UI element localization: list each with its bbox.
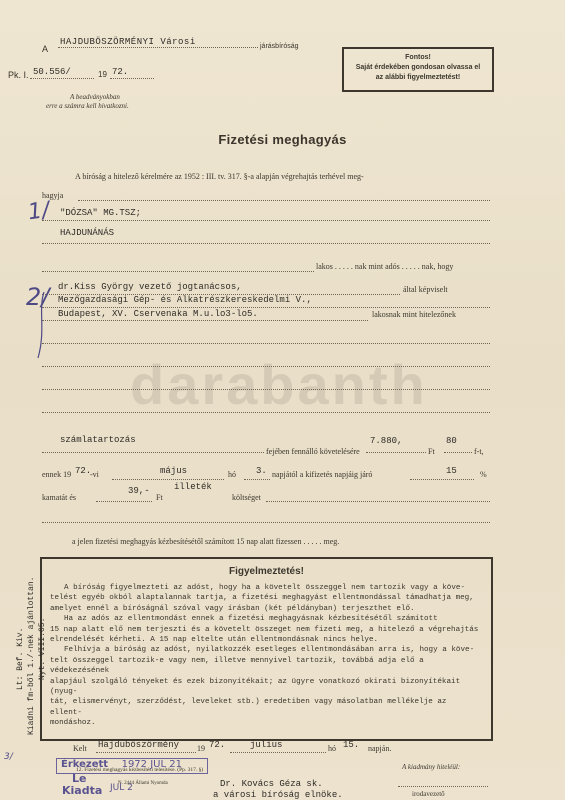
notice-line-3: az alábbi figyelmeztetést! (375, 74, 461, 81)
case-prefix: Pk. I. (8, 70, 29, 80)
warning-p1-l3: amelyet ennél a bíróságnál szóval vagy írásban (két példányban) terjeszthet elő. (50, 604, 415, 613)
court-name: HAJDUBÖSZÖRMÉNYI Városi (60, 37, 196, 47)
cost-type: illeték (174, 482, 212, 492)
warning-p2-l1: Ha az adós az ellentmondást ennek a fizetési meghagyásnak kézbesítésétől számított (64, 615, 438, 624)
case-year-prefix: 19 (98, 70, 107, 79)
intro-text: A bíróság a hitelező kérelmére az 1952 : III. tv. 317. §-a alapján végrehajtás terhével meg- (75, 172, 364, 181)
warning-text (50, 583, 482, 729)
interest-rate: 15 (446, 466, 457, 476)
stamp-label: A kiadmány hiteléül: (402, 763, 461, 771)
issued-date: JUL 2 (110, 783, 133, 793)
claim-amount: 7.880, (370, 436, 403, 446)
warning-p2-l2: 15 nap alatt elő nem terjeszti és a követelt összeget nem fizeti meg, a hitelező a végrehajtás (50, 625, 479, 634)
warning-p3-l1: Felhívja a bíróság az adóst, nyilatkozzék esetleges ellentmondásában arra is, hogy a köve- (64, 646, 475, 655)
debtor-tail: lakos . . . . . nak mint adós . . . . . nak, hogy (316, 262, 454, 271)
warning-p1-l1: A bíróság figyelmezteti az adóst, hogy ha a követelt összeggel nem tartozik vagy a köve- (64, 584, 466, 592)
representative-line: dr.Kiss György vezető jogtanácsos, (58, 282, 242, 292)
claim-filler: 80 (446, 436, 457, 446)
side-note-3: Nyt. VIII.05. (38, 617, 47, 680)
left-label: Le (72, 772, 87, 785)
side-note-2: Kiadni fm-ből 1./-nek ajánlottan. (27, 576, 36, 735)
reference-note-1: A beadványokban (70, 93, 120, 101)
warning-p1-l2: telést egyéb okból alaptalannak tartja, a fizetési meghagyást ellentmondással támadhatja meg, (50, 594, 474, 603)
watermark: darabanth (130, 353, 428, 416)
kelt-label: Kelt (73, 744, 87, 753)
signer-name: Dr. Kovács Géza sk. (220, 779, 323, 789)
deadline-text: a jelen fizetési meghagyás kézbesítésétől számított 15 nap alatt fizessen . . . . . meg. (72, 537, 340, 546)
arrival-label: Érkezett (61, 759, 109, 770)
cost-amount: 39,- (128, 486, 150, 496)
interest-day: 3. (256, 466, 267, 476)
arrival-date: 1972 JUL 21 (121, 759, 182, 770)
fill-label: f-t, (474, 447, 484, 456)
notice-line-2: Saját érdekében gondosan olvassa el (355, 64, 481, 71)
printer-line: N. 2444 Állami Nyomda (118, 781, 168, 786)
cost-ft: Ft (156, 493, 163, 502)
court-suffix: járásbíróság (260, 43, 299, 50)
vi-label: -vi (90, 470, 99, 479)
debtor-city: HAJDUNÁNÁS (60, 228, 115, 238)
date-year-prefix: 19 (197, 744, 205, 753)
issued-label: Kiadta (62, 784, 103, 797)
warning-p3-l2: telt összeggel tartozik-e vagy nem, illetve mennyivel tartozik, továbbá adja elő a védekezésének (50, 656, 424, 676)
place: Hajduböszörmény (98, 740, 180, 750)
case-year: 72. (112, 67, 129, 77)
important-notice-box (342, 47, 494, 92)
interest-prefix: ennek 19 (42, 470, 72, 479)
notice-line-1: Fontos! (405, 54, 431, 61)
interest-year: 72. (75, 466, 92, 476)
percent-sign: % (480, 470, 487, 479)
date-year: 72. (209, 740, 226, 750)
debtor-name: "DÓZSA" MG.TSZ; (60, 208, 142, 218)
claim-type: számlatartozás (60, 435, 136, 445)
interest-text: napjától a kifizetés napjáig járó (272, 470, 373, 479)
creditor-line-2: Budapest, XV. Cservenaka M.u.lo3-lo5. (58, 309, 258, 319)
warning-p3-l3: alapjául szolgáló tényeket és ezek bizonyítékait; az ügyre vonatkozó okirati bizonyítékait (nyug- (50, 677, 461, 697)
note-line: 12. Fizetési meghagyás kézbesítési telesítése. (Pp. 317. §) (76, 767, 204, 773)
warning-p3-l5: mondáshoz. (50, 719, 96, 728)
date-day: 15. (343, 740, 360, 750)
document-title: Fizetési meghagyás (218, 132, 347, 147)
interest-month: május (160, 466, 188, 476)
reference-note-2: erre a számra kell hivatkozni. (46, 102, 129, 110)
court-prefix: A (42, 44, 49, 54)
margin-bracket (34, 290, 48, 360)
side-note-1: Lt: Bef. Kiv. (16, 627, 25, 690)
date-month: julius (250, 740, 283, 750)
margin-number-2: 2/ (26, 283, 50, 311)
intro-end: hagyja (42, 191, 64, 200)
creditor-suffix: lakosnak mint hitelezőnek (372, 310, 456, 319)
warning-p3-l4: tát, elismervényt, szerződést, leveleket stb.) eredetiben vagy másolatban mellékelje az ellent- (50, 698, 447, 717)
margin-number-1: 1/ (26, 197, 52, 226)
warning-section (40, 557, 493, 741)
claim-text: fejében fennálló követelésére (266, 447, 360, 456)
stamp-role: irodavezető (412, 790, 445, 798)
warning-heading: Figyelmeztetés! (228, 566, 305, 577)
creditor-line-1: Mezőgazdasági Gép- és Alkatrészkereskedelmi V., (58, 295, 312, 305)
napjan: napján. (368, 744, 392, 753)
ft-label: Ft (428, 447, 435, 456)
cost-suffix: költséget (232, 493, 261, 502)
ho-label: hó (228, 470, 236, 479)
ho-label-footer: hó (328, 744, 336, 753)
warning-p2-l3: elrendelését kérheti. A 15 nap eltelte után ellentmondásnak nincs helye. (50, 636, 379, 645)
case-number: 50.556/ (33, 67, 71, 77)
signer-title: a városi bíróság elnöke. (213, 790, 343, 800)
cost-prefix: kamatát és (42, 493, 76, 502)
margin-num-label: 3/ (4, 752, 13, 762)
representative-suffix: által képviselt (403, 285, 448, 294)
